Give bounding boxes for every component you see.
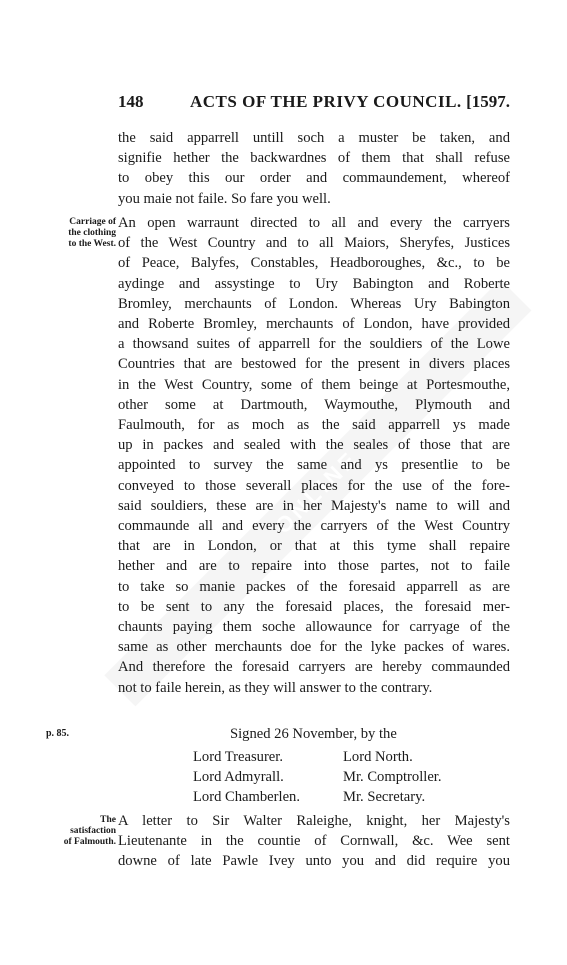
text-line: to obey this our order and commaundement, whereof <box>118 170 510 187</box>
text-line: A letter to Sir Walter Raleighe, knight, her Majesty's <box>118 813 510 829</box>
text-line: signifie hether the backwardnes of them that shall refuse <box>118 150 510 167</box>
text-line: a thowsand suites of apparrell for the souldiers of the Lowe <box>118 336 510 353</box>
text-line: that are in London, or that at this tyme shall repaire <box>118 538 510 555</box>
text-line: you maie not faile. So fare you well. <box>118 190 331 207</box>
watermark-text: ONLINE <box>270 445 364 539</box>
margin-note-line: of Falmouth. <box>63 837 116 847</box>
signer-name: Lord North. <box>343 749 413 765</box>
text-line: the said apparrell untill soch a muster be taken, and <box>118 130 510 146</box>
text-line: And therefore the foresaid carryers are hereby commaunded <box>118 659 510 676</box>
text-line: Countries that are bestowed for the present in divers places <box>118 356 510 373</box>
margin-note-line: Carriage of <box>69 217 116 227</box>
text-line: hether and are to repaire into those partes, not to faile <box>118 558 510 575</box>
margin-note-line: to the West. <box>68 239 116 249</box>
text-line: downe of late Pawle Ivey unto you and did require you <box>118 853 510 870</box>
signer-name: Lord Treasurer. <box>193 749 283 765</box>
text-line: aydinge and assystinge to Ury Babington and Roberte <box>118 275 510 292</box>
margin-note-falmouth <box>46 815 116 848</box>
text-line: to take so manie packes of the foresaid apparrell as are <box>118 578 510 595</box>
text-line: commaunde all and every the carryers of the West Country <box>118 518 510 535</box>
page-header <box>118 92 510 116</box>
page-reference: p. 85. <box>46 728 70 739</box>
text-line: other some at Dartmouth, Waymouthe, Plymouth and <box>118 396 510 413</box>
signer-name: Lord Chamberlen. <box>193 789 300 805</box>
margin-note-line: the clothing <box>68 228 116 238</box>
text-line: to be sent to any the foresaid places, the foresaid mer- <box>118 598 510 615</box>
text-line: appointed to survey the same and ys presentlie to be <box>118 457 510 474</box>
margin-note-carriage <box>46 217 116 250</box>
text-line: conveyed to those severall places for the use of the fore- <box>118 477 510 494</box>
signer-name: Lord Admyrall. <box>193 769 284 785</box>
text-line: up in packes and sealed with the seales of those that are <box>118 437 510 454</box>
signer-row <box>193 747 493 767</box>
page-year: [1597. <box>466 92 510 111</box>
text-line: said souldiers, these are in her Majesty's name to will and <box>118 497 510 514</box>
signer-name: Mr. Comptroller. <box>343 769 442 785</box>
running-title: ACTS OF THE PRIVY COUNCIL. <box>190 92 462 111</box>
signer-row <box>193 767 493 787</box>
letter-paragraph <box>118 811 510 872</box>
signers-list <box>193 747 493 807</box>
margin-note-line: satisfaction <box>70 826 116 836</box>
text-line: and Roberte Bromley, merchaunts of London, have provided <box>118 316 510 333</box>
text-line: in the West Country, some of them beinge at Portesmouthe, <box>118 376 510 393</box>
signed-heading: Signed 26 November, by the <box>230 726 397 742</box>
text-line: same as other merchaunts doe for the lyke packes of wares. <box>118 639 510 656</box>
text-line: of Peace, Balyfes, Constables, Headboroughes, &c., to be <box>118 255 510 272</box>
text-line: An open warraunt directed to all and every the carryers <box>118 215 510 231</box>
text-line: of the West Country and to all Maiors, Sheryfes, Justices <box>118 235 510 252</box>
signer-row <box>193 787 493 807</box>
page-number: 148 <box>118 92 144 111</box>
text-line: not to faile herein, as they will answer to the contrary. <box>118 679 433 696</box>
warrant-paragraph <box>118 213 510 698</box>
text-line: Lieutenante in the countie of Cornwall, &c. Wee sent <box>118 833 510 850</box>
margin-note-line: The <box>100 815 116 825</box>
signer-name: Mr. Secretary. <box>343 789 426 805</box>
text-line: Bromley, merchaunts of London. Whereas Ury Babington <box>118 295 510 312</box>
continuation-paragraph <box>118 128 510 209</box>
text-line: chaunts paying them soche allowaunce for carryage of the <box>118 619 510 636</box>
text-line: Faulmouth, for as moch as the said apparrell ys made <box>118 417 510 434</box>
